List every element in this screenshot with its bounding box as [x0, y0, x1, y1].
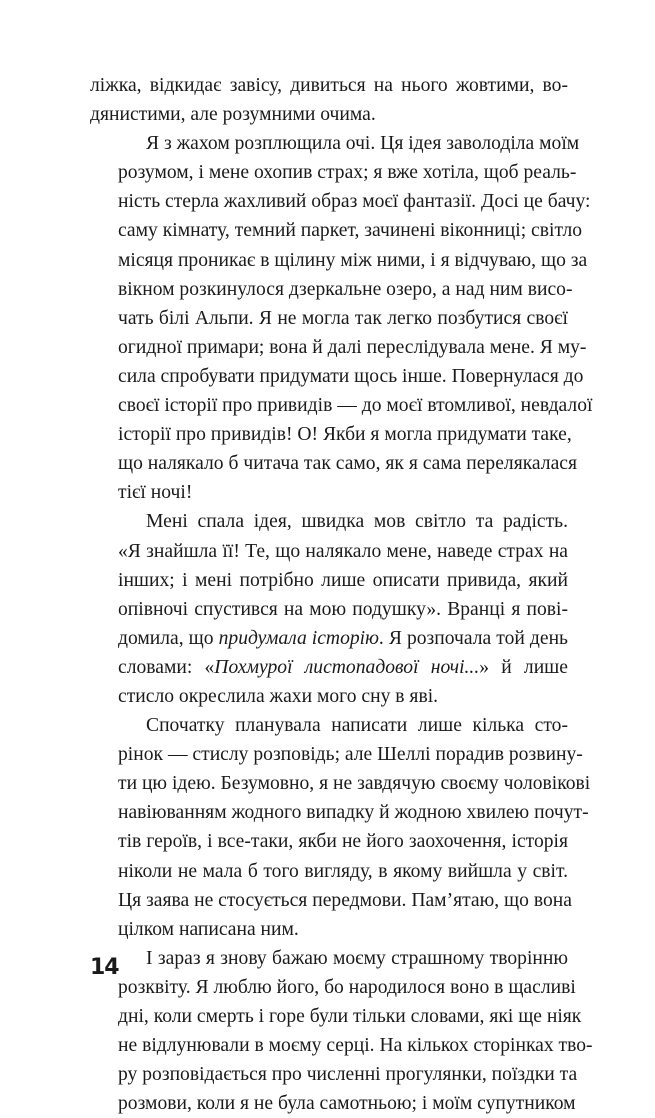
italic-phrase: придумала історію [218, 627, 379, 649]
text-line: «Я знайшла її! Те, що налякало мене, наведе страх на [118, 540, 568, 562]
text-line: саму кімнату, темний паркет, зачинені віконниці; світло [118, 220, 583, 242]
paragraph-4 [90, 711, 591, 944]
text-line: дянистими, але розумними очима. [90, 104, 376, 126]
text-line: своєї історії про привидів — до моєї втомливої, невдалої [118, 395, 593, 417]
page-number: 14 [90, 955, 119, 980]
text-line: ність стерла жахливий образ моєї фантазії. Досі це бачу: [118, 191, 591, 213]
text-line: ру розповідається про численні прогулянки, поїздки та [118, 1064, 578, 1086]
paragraph-3 [90, 507, 568, 711]
text-line: ти цю ідею. Безумовно, я не завдячую своєму чоловікові [118, 773, 591, 795]
text-line: Ця заява не стосується передмови. Пам’ятаю, що вона [118, 889, 572, 911]
text-line: Я з жахом розплющила очі. Ця ідея заволоділа моїм [146, 133, 580, 155]
text-line: навіюванням жодного випадку й жодною хвилею почут- [118, 802, 589, 824]
text-line: розквіту. Я люблю його, бо народилося воно в щасливі [118, 976, 576, 998]
text-line: стисло окреслила жахи мого сну в яві. [118, 685, 439, 707]
text-line [90, 653, 568, 682]
text-run: домила, що [118, 627, 219, 649]
text-line: інших; і мені потрібно лише описати привида, який [118, 569, 568, 591]
text-line: І зараз я знову бажаю моєму страшному творінню [146, 947, 568, 969]
paragraph-1 [90, 71, 568, 129]
text-line: сила спробувати придумати щось інше. Повернулася до [118, 365, 584, 387]
text-line: розумом, і мене охопив страх; я вже хотіла, щоб реаль- [118, 162, 577, 184]
italic-phrase: Похмурої листопадової ночі... [214, 656, 480, 678]
text-line: Мені спала ідея, швидка мов світло та радість. [146, 511, 568, 533]
text-line: розмови, коли я не була самотньою; і моїм супутником [118, 1093, 576, 1115]
text-line: не відлунювали в моєму серці. На кількох сторінках тво- [118, 1035, 593, 1057]
text-line: місяця проникає в щілину між ними, і я відчуваю, що за [118, 249, 588, 271]
text-line [90, 624, 568, 653]
text-run: словами: « [118, 656, 215, 678]
text-line: тієї ночі! [118, 482, 193, 504]
text-run: . Я розпочала той день [378, 627, 568, 649]
text-line: рінок — стислу розповідь; але Шеллі порадив розвину- [118, 744, 583, 766]
text-run: » й лише [479, 656, 568, 678]
page-body [90, 71, 593, 1118]
text-line: тів героїв, і все-таки, якби не його заохочення, історія [118, 831, 568, 853]
text-line: огидної примари; вона й далі переслідувала мене. Я му- [118, 336, 587, 358]
text-line: опівночі спустився на мою подушку». Вранці я пові- [118, 598, 568, 620]
text-line: Спочатку планувала написати лише кілька сто- [146, 715, 568, 737]
text-line: цілком написана ним. [118, 918, 299, 940]
text-line: дні, коли смерть і горе були тільки словами, які ще ніяк [118, 1006, 582, 1027]
text-line: ніколи не мала б того вигляду, в якому вийшла у світ. [118, 860, 568, 882]
paragraph-5 [90, 944, 593, 1118]
text-line: ліжка, відкидає завісу, дивиться на нього жовтими, во- [90, 75, 568, 96]
text-line: історії про привидів! О! Якби я могла придумати таке, [118, 424, 572, 446]
text-line: вікном розкинулося дзеркальне озеро, а над ним висо- [118, 278, 573, 300]
paragraph-2 [90, 129, 593, 507]
text-line: що налякало б читача так само, як я сама перелякалася [118, 453, 577, 475]
text-line: чать білі Альпи. Я не могла так легко позбутися своєї [118, 307, 568, 329]
